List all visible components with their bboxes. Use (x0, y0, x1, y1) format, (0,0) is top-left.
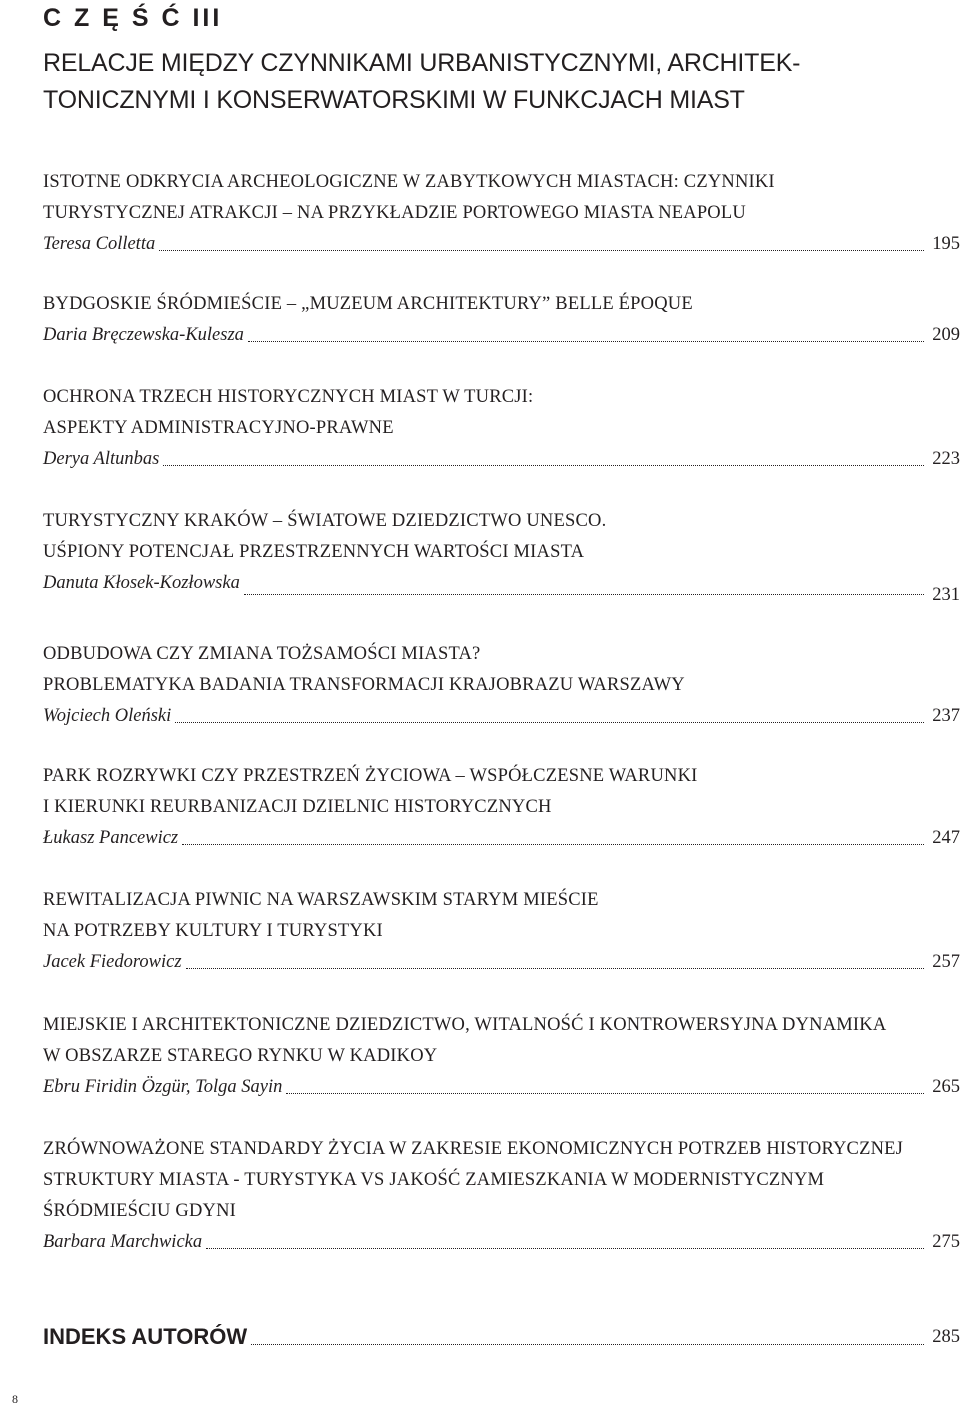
entry-author: Derya Altunbas (43, 449, 160, 469)
entry-title-line: TURYSTYCZNEJ ATRAKCJI – NA PRZYKŁADZIE PORTOWEGO MIASTA NEAPOLU (43, 203, 746, 223)
entry-author: Daria Bręczewska-Kulesza (43, 325, 244, 345)
entry-title-line: ODBUDOWA CZY ZMIANA TOŻSAMOŚCI MIASTA? (43, 644, 481, 664)
entry-author-row (43, 1227, 960, 1257)
toc-entry[interactable] (43, 885, 960, 977)
part-title (43, 45, 943, 119)
entry-title-line: PARK ROZRYWKI CZY PRZESTRZEŃ ŻYCIOWA – WSPÓŁCZESNE WARUNKI (43, 766, 698, 786)
toc-entry[interactable] (43, 639, 960, 731)
entry-title-line: W OBSZARZE STAREGO RYNKU W KADIKOY (43, 1046, 438, 1066)
entry-author-row (43, 229, 960, 259)
entry-page-number: 209 (932, 325, 960, 345)
entry-page-number: 195 (932, 234, 960, 254)
entry-title-line: NA POTRZEBY KULTURY I TURYSTYKI (43, 921, 383, 941)
entry-title-line: REWITALIZACJA PIWNIC NA WARSZAWSKIM STARYM MIEŚCIE (43, 890, 599, 910)
entry-title-line: UŚPIONY POTENCJAŁ PRZESTRZENNYCH WARTOŚCI MIASTA (43, 542, 585, 562)
entry-page-number: 257 (932, 952, 960, 972)
toc-entry[interactable] (43, 382, 960, 474)
entry-title-line: PROBLEMATYKA BADANIA TRANSFORMACJI KRAJOBRAZU WARSZAWY (43, 675, 685, 695)
dot-leader (175, 722, 924, 723)
dot-leader (182, 844, 924, 845)
entry-title-line: ISTOTNE ODKRYCIA ARCHEOLOGICZNE W ZABYTKOWYCH MIASTACH: CZYNNIKI (43, 172, 775, 192)
entry-author: Wojciech Oleński (43, 706, 172, 726)
entry-author-row (43, 947, 960, 977)
entry-author: Ebru Firidin Özgür, Tolga Sayin (43, 1077, 283, 1097)
part-title-line: RELACJE MIĘDZY CZYNNIKAMI URBANISTYCZNYMI, ARCHITEK- (43, 49, 801, 77)
entry-author: Łukasz Pancewicz (43, 828, 179, 848)
entry-page-number: 237 (932, 706, 960, 726)
part-title-line: TONICZNYMI I KONSERWATORSKIMI W FUNKCJACH MIAST (43, 86, 745, 114)
entry-page-number: 223 (932, 449, 960, 469)
entry-author: Danuta Kłosek-Kozłowska (43, 573, 240, 593)
part-heading: C Z Ę Ś Ć III (43, 4, 223, 32)
entry-title-line: ZRÓWNOWAŻONE STANDARDY ŻYCIA W ZAKRESIE EKONOMICZNYCH POTRZEB HISTORYCZNEJ (43, 1139, 904, 1159)
dot-leader (251, 1344, 924, 1345)
entry-title-line: ASPEKTY ADMINISTRACYJNO-PRAWNE (43, 418, 394, 438)
index-page-number: 285 (932, 1327, 960, 1347)
index-label: INDEKS AUTORÓW (43, 1324, 248, 1349)
entry-title-line: I KIERUNKI REURBANIZACJI DZIELNIC HISTORYCZNYCH (43, 797, 552, 817)
dot-leader (163, 465, 924, 466)
entry-author-row (43, 1072, 960, 1102)
entry-title-line: OCHRONA TRZECH HISTORYCZNYCH MIAST W TURCJI: (43, 387, 534, 407)
dot-leader (206, 1248, 924, 1249)
entry-page-number: 231 (932, 585, 960, 605)
entry-title-line: STRUKTURY MIASTA - TURYSTYKA VS JAKOŚĆ ZAMIESZKANIA W MODERNISTYCZNYM (43, 1170, 825, 1190)
toc-entry[interactable] (43, 1134, 960, 1257)
entry-page-number: 247 (932, 828, 960, 848)
toc-entry[interactable] (43, 1010, 960, 1102)
entry-author-row (43, 320, 960, 350)
folio-page-number: 8 (12, 1392, 18, 1406)
toc-entry[interactable] (43, 167, 960, 259)
toc-entry[interactable] (43, 761, 960, 853)
entry-page-number: 265 (932, 1077, 960, 1097)
entry-title-line: ŚRÓDMIEŚCIU GDYNI (43, 1201, 237, 1221)
entry-title-line: MIEJSKIE I ARCHITEKTONICZNE DZIEDZICTWO, WITALNOŚĆ I KONTROWERSYJNA DYNAMIKA (43, 1015, 887, 1035)
dot-leader (286, 1093, 924, 1094)
dot-leader (186, 968, 924, 969)
entry-author-row (43, 701, 960, 731)
entry-author: Teresa Colletta (43, 234, 156, 254)
dot-leader (248, 341, 924, 342)
dot-leader (244, 594, 924, 595)
toc-entry[interactable] (43, 289, 960, 350)
entry-author: Jacek Fiedorowicz (43, 952, 182, 972)
toc-entry[interactable] (43, 506, 960, 605)
entry-author: Barbara Marchwicka (43, 1232, 203, 1252)
entry-title-line: BYDGOSKIE ŚRÓDMIEŚCIE – „MUZEUM ARCHITEKTURY” BELLE ÉPOQUE (43, 294, 693, 314)
index-entry[interactable] (43, 1319, 960, 1355)
entry-author-row (43, 568, 960, 605)
entry-title-line: TURYSTYCZNY KRAKÓW – ŚWIATOWE DZIEDZICTWO UNESCO. (43, 511, 607, 531)
entry-author-row (43, 444, 960, 474)
dot-leader (159, 250, 924, 251)
entry-page-number: 275 (932, 1232, 960, 1252)
entry-author-row (43, 823, 960, 853)
